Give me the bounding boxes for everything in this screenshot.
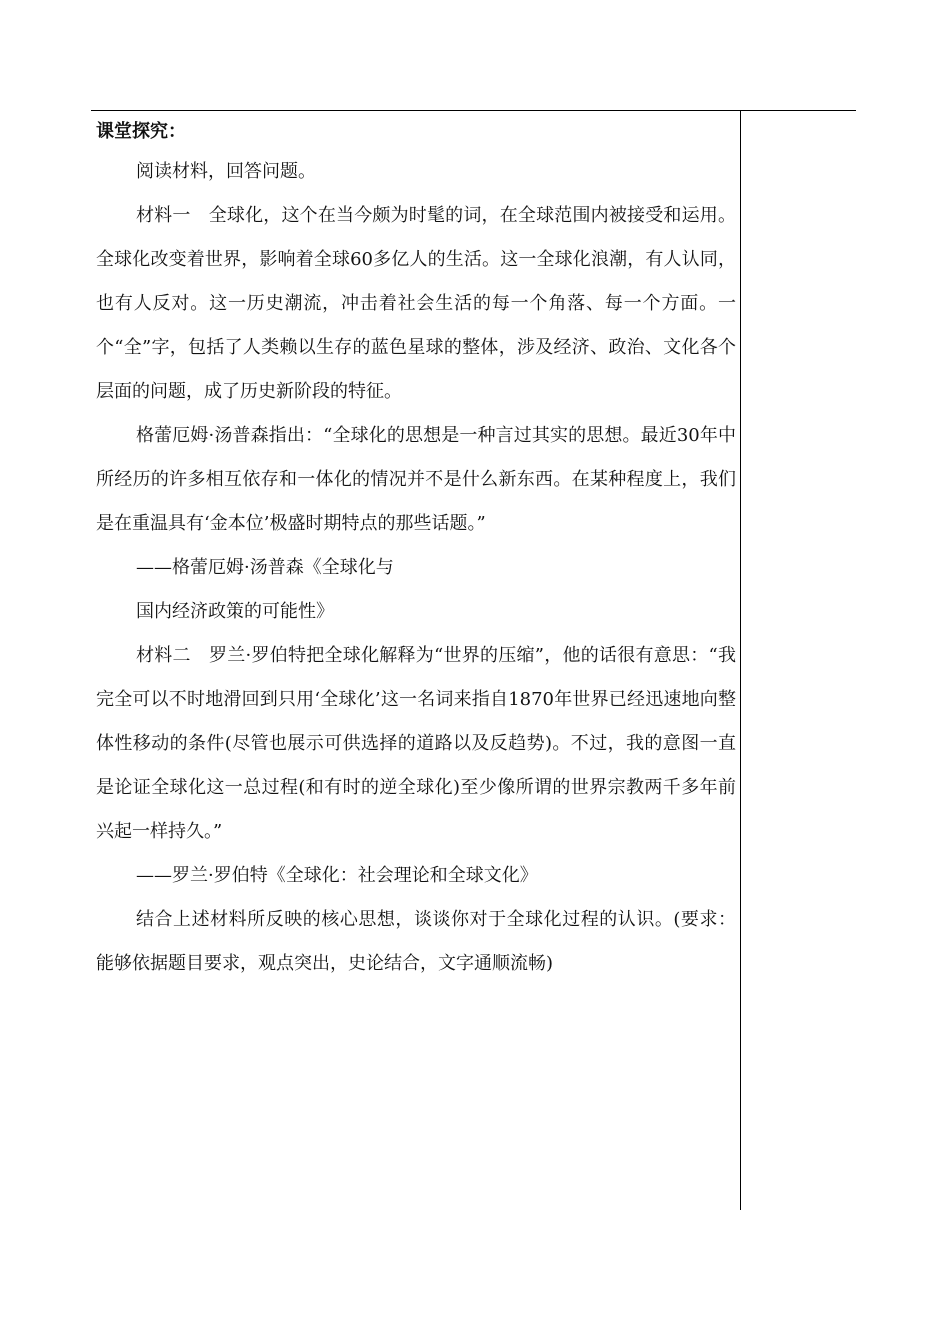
material1-quote: 格蕾厄姆·汤普森指出：“全球化的思想是一种言过其实的思想。最近30年中所经历的许多相互依存和一体化的情况并不是什么新东西。在某种程度上，我们是在重温具有‘金本位’极盛时期特点的那些话题。” <box>96 425 736 534</box>
intro-text: 阅读材料，回答问题。 <box>136 161 316 182</box>
material1-source-line2: 国内经济政策的可能性》 <box>136 601 334 622</box>
material2-source: ——罗兰·罗伯特《全球化：社会理论和全球文化》 <box>136 865 538 886</box>
material2-paragraph: 材料二 罗兰·罗伯特把全球化解释为“世界的压缩”，他的话很有意思：“我完全可以不时地滑回到只用‘全球化’这一名词来指自1870年世界已经迅速地向整体性移动的条件(尽管也展示可供选择的道路以及反趋势)。不过，我的意图一直是论证全球化这一总过程(和有时的逆全球化)至少像所谓的世界宗教两千多年前兴起一样持久。” <box>96 645 736 842</box>
material1-source-line1: ——格蕾厄姆·汤普森《全球化与 <box>136 557 394 578</box>
question-text: 结合上述材料所反映的核心思想，谈谈你对于全球化过程的认识。(要求：能够依据题目要求，观点突出，史论结合，文字通顺流畅) <box>96 909 736 974</box>
document-body <box>96 118 736 986</box>
section-heading: 课堂探究： <box>96 121 186 142</box>
column-divider <box>740 110 741 1210</box>
top-rule <box>91 110 856 111</box>
material1-paragraph: 材料一 全球化，这个在当今颇为时髦的词，在全球范围内被接受和运用。全球化改变着世界，影响着全球60多亿人的生活。这一全球化浪潮，有人认同，也有人反对。这一历史潮流，冲击着社会生活的每一个角落、每一个方面。一个“全”字，包括了人类赖以生存的蓝色星球的整体，涉及经济、政治、文化各个层面的问题，成了历史新阶段的特征。 <box>96 205 736 402</box>
